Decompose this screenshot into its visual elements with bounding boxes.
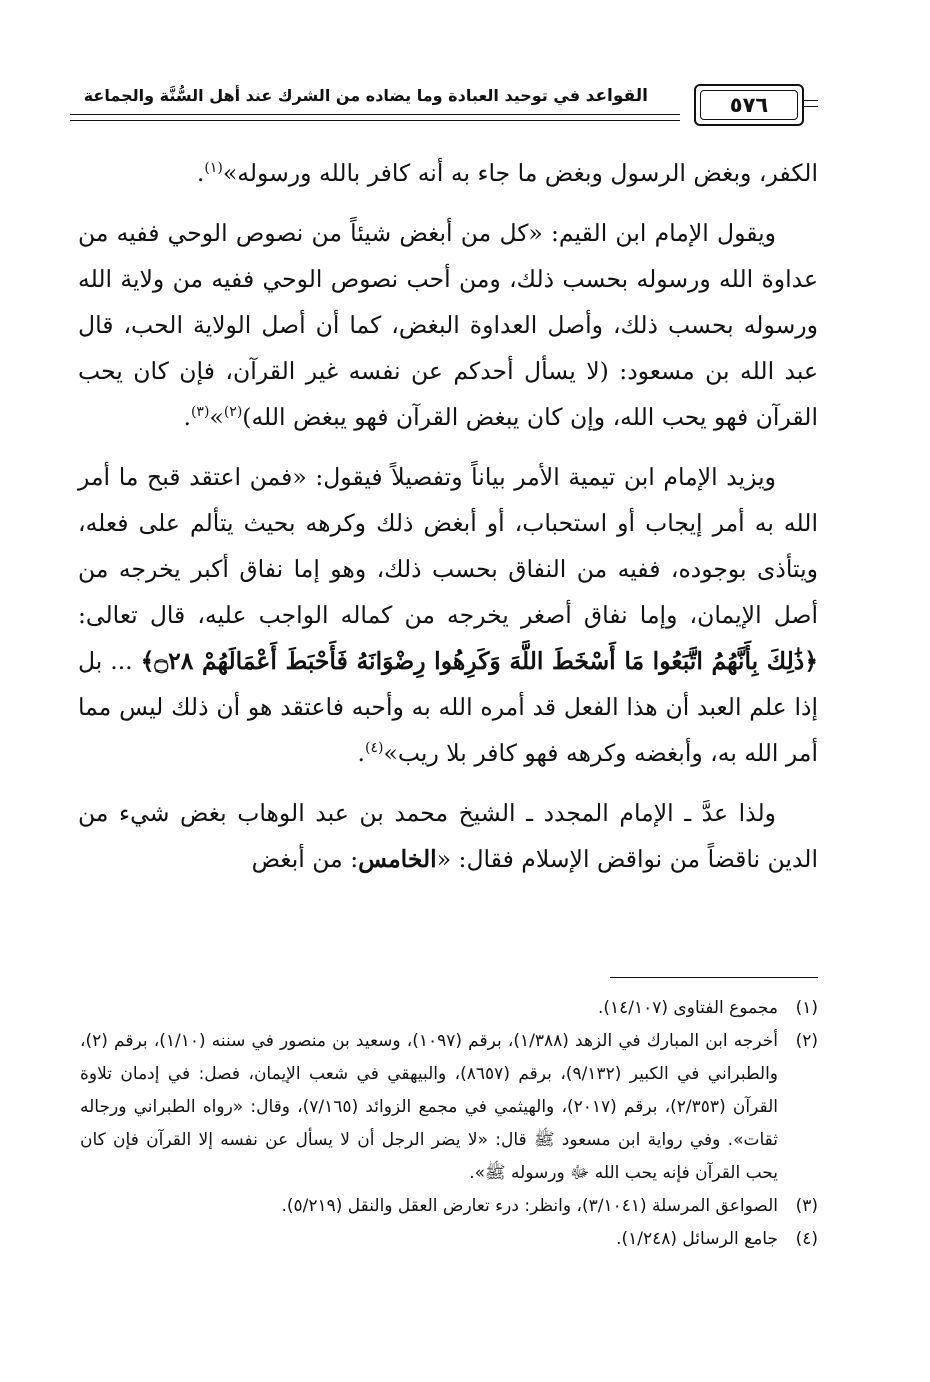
footnotes <box>80 992 818 1256</box>
paragraph-4-tail: : من أبغض <box>251 845 359 873</box>
footnote-ref-2: (٢) <box>223 404 243 421</box>
paragraph-4 <box>78 790 818 882</box>
paragraph-2-text: ويقول الإمام ابن القيم: «كل من أبغض شيئاً من نصوص الوحي ففيه من عداوة الله ورسوله بحسب ذلك، ومن أحب نصوص الوحي ففيه من ولاية الله ورسوله بحسب ذلك، وأصل العداوة البغض، كما أن أصل الولاية الحب، قال عبد الله بن مسعود: (لا يسأل أحدكم عن نفسه غير القرآن، فإن كان يحب القرآن فهو يحب الله، وإن كان يبغض القرآن فهو يبغض الله) <box>78 219 818 431</box>
footnote-ref-4: (٤) <box>365 740 384 757</box>
paragraph-2-mid: » <box>209 403 224 431</box>
footnote-text: جامع الرسائل (١/٢٤٨). <box>616 1229 778 1249</box>
paragraph-3-text-2: ... بل إذا علم العبد أن هذا الفعل قد أمره الله به وأحبه فاعتقد هو أن ذلك ليس مما أمر الله به، وأبغضه وكرهه فهو كافر بلا ريب» <box>78 647 818 767</box>
paragraph-4-text: ولذا عدَّ ـ الإمام المجدد ـ الشيخ محمد بن عبد الوهاب بغض شيء من الدين ناقضاً من نواقض الإسلام فقال: « <box>78 799 818 873</box>
header-rule-bottom <box>70 120 680 121</box>
paragraph-3 <box>78 454 818 776</box>
footnote-separator <box>610 977 818 978</box>
paragraph-1 <box>78 150 818 196</box>
paragraph-1-text: الكفر، وبغض الرسول وبغض ما جاء به أنه كافر بالله ورسوله» <box>222 159 818 187</box>
paragraph-3-tail: . <box>357 739 365 767</box>
footnote-item <box>80 1025 818 1190</box>
footnote-number: (٤) <box>795 1229 818 1249</box>
page-number: ٥٧٦ <box>694 84 804 126</box>
footnote-number: (١) <box>795 998 818 1018</box>
footnote-text: مجموع الفتاوى (١٤/١٠٧). <box>597 998 778 1018</box>
main-text <box>78 150 818 896</box>
header-rule-top <box>70 114 680 115</box>
paragraph-2 <box>78 210 818 440</box>
footnote-number: (٣) <box>795 1196 818 1216</box>
running-title-lead: القواعد <box>585 86 648 106</box>
footnote-item <box>80 992 818 1025</box>
footnote-text: أخرجه ابن المبارك في الزهد (١/٣٨٨)، برقم (١٠٩٧)، وسعيد بن منصور في سننه (١/١٠)، برقم (٢)، والطبراني في الكبير (٩/١٣٢)، برقم (٨٦٥٧)، والبيهقي في شعب الإيمان، فصل: في إدمان تلاوة القرآن (٢/٣٥٣)، برقم (٢٠١٧)، والهيثمي في مجمع الزوائد (٧/١٦٥)، وقال: «رواه الطبراني ورجاله ثقات». وفي رواية ابن مسعود ﷺ قال: «لا يضر الرجل أن لا يسأل عن نفسه إلا القرآن فإن كان يحب القرآن فإنه يحب الله ﷻ ورسوله ﷺ». <box>80 1031 779 1183</box>
footnote-item <box>80 1190 818 1223</box>
footnote-text: الصواعق المرسلة (٣/١٠٤١)، وانظر: درء تعارض العقل والنقل (٥/٢١٩). <box>281 1196 778 1216</box>
page-box-rule-top <box>804 100 818 101</box>
running-title-rest: في توحيد العبادة وما يضاده من الشرك عند أهل السُّنَّة والجماعة <box>83 86 581 105</box>
paragraph-2-tail: . <box>183 403 191 431</box>
paragraph-1-tail: . <box>196 159 205 187</box>
footnote-ref-3: (٣) <box>190 404 210 421</box>
paragraph-4-bold: الخامس <box>358 845 437 873</box>
paragraph-3-text-1: ويزيد الإمام ابن تيمية الأمر بياناً وتفصيلاً فيقول: «فمن اعتقد قبح ما أمر الله به أمر إيجاب أو استحباب، أو أبغض ذلك وكرهه بحيث يتألم على فعله، ويتأذى بوجوده، ففيه من النفاق بحسب ذلك، وهو إما نفاق أكبر يخرجه من أصل الإيمان، وإما نفاق أصغر يخرجه من كماله الواجب عليه، قال تعالى: <box>78 463 818 629</box>
footnote-item <box>80 1223 818 1256</box>
running-title <box>84 86 648 106</box>
running-header <box>70 82 818 130</box>
footnote-ref-1: (١) <box>204 160 223 177</box>
quran-verse: ﴿ذَٰلِكَ بِأَنَّهُمُ اتَّبَعُوا مَا أَسْخَطَ اللَّهَ وَكَرِهُوا رِضْوَانَهُ فَأَحْبَطَ أَعْمَالَهُمْ ۝٢٨﴾ <box>140 647 818 675</box>
page-box-rule-bottom <box>804 106 818 107</box>
footnote-number: (٢) <box>795 1031 818 1051</box>
